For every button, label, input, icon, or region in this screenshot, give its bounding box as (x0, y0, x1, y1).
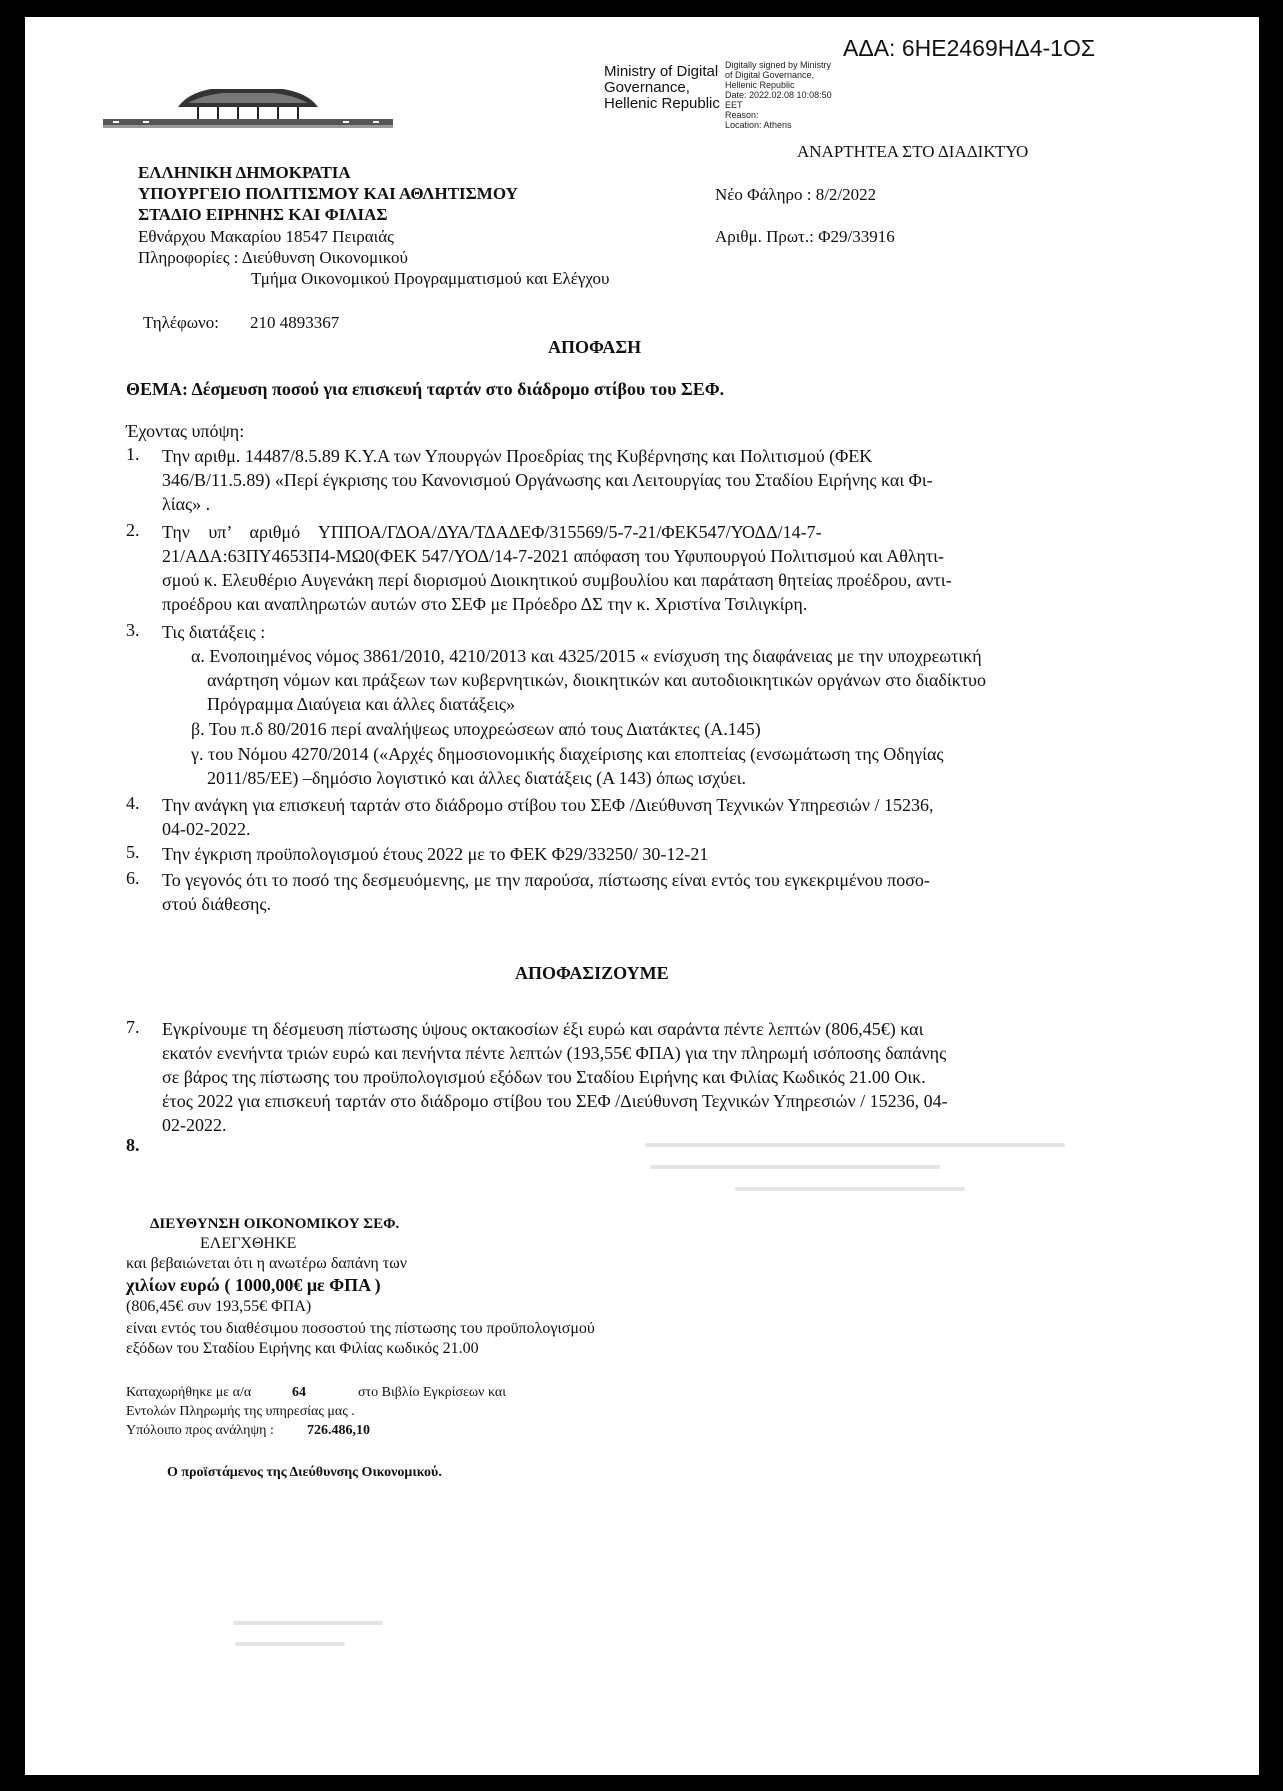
phone-label: Τηλέφωνο: (143, 313, 219, 332)
finance-title: ΔΙΕΥΘΥΝΣΗ ΟΙΚΟΝΟΜΙΚΟΥ ΣΕΦ. (150, 1216, 400, 1232)
item-number: 8. (126, 1135, 140, 1155)
redacted-mark (735, 1187, 965, 1191)
ada-code: ΑΔΑ: 6ΗΕ2469ΗΔ4-1ΟΣ (843, 35, 1096, 61)
header-republic: ΕΛΛΗΝΙΚΗ ΔΗΜΟΚΡΑΤΙΑ (138, 163, 351, 182)
signatory-title: Ο προϊστάμενος της Διεύθυνσης Οικονομικού. (167, 1465, 442, 1480)
finance-line: είναι εντός του διαθέσιμου ποσοστού της πίστωσης του προϋπολογισμού (126, 1320, 595, 1337)
subject: ΘΕΜΑ: Δέσμευση ποσού για επισκευή ταρτάν στο διάδρομο στίβου του ΣΕΦ. (126, 379, 725, 399)
place-date: Νέο Φάληρο : 8/2/2022 (715, 185, 877, 204)
sub-item: α. Ενοποιημένος νόμος 3861/2010, 4210/2013 και 4325/2015 « ενίσχυση της διαφάνειας με την υποχρεωτική ανάρτηση νόμων και πράξεων των κυβερνητικών, διοικητικών και αυτοδιοικητικών οργάνων στο διαδίκτυο Πρόγραμμα Διαύγεια και άλλες διατάξεις» (191, 646, 986, 714)
considering-label: Έχοντας υπόψη: (126, 421, 245, 441)
list-item: Το γεγονός ότι το ποσό της δεσμευόμενης, με την παρούσα, πίστωσης είναι εντός του εγκεκριμένου ποσο- στού διάθεσης. (162, 870, 930, 914)
item-number: 6. (126, 868, 140, 888)
finance-checked: ΕΛΕΓΧΘΗΚΕ (200, 1235, 297, 1252)
redacted-mark (233, 1621, 383, 1625)
item-number: 7. (126, 1017, 140, 1037)
registration-label: Καταχωρήθηκε με α/α (126, 1385, 252, 1400)
item-number: 3. (126, 620, 140, 640)
registration-book: στο Βιβλίο Εγκρίσεων και (358, 1385, 507, 1400)
balance-value: 726.486,10 (307, 1423, 370, 1438)
redacted-mark (650, 1165, 940, 1169)
protocol-number: Αριθμ. Πρωτ.: Φ29/33916 (715, 227, 895, 246)
finance-line: εξόδων του Σταδίου Ειρήνης και Φιλίας κωδικός 21.00 (126, 1340, 479, 1357)
header-stadium: ΣΤΑΔΙΟ ΕΙΡΗΝΗΣ ΚΑΙ ΦΙΛΙΑΣ (138, 205, 388, 224)
decision-text: Εγκρίνουμε τη δέσμευση πίστωσης ύψους οκτακοσίων έξι ευρώ και σαράντα πέντε λεπτών (806,45€) και εκατόν ενενήντα τριών ευρώ και πενήντα πέντε λεπτών (193,55€ ΦΠΑ) για την πληρωμή ισόποσης δαπάνης σε βάρος της πίστωσης του προϋπολογισμού εξόδων του Σταδίου Ειρήνης και Φιλίας Κωδικός 21.00 Οικ. έτος 2022 για επισκευή ταρτάν στο διάδρομο στίβου του ΣΕΦ /Διεύθυνση Τεχνικών Υπηρεσιών / 15236, 04- 02-2022. (162, 1019, 948, 1135)
redacted-mark (645, 1143, 1065, 1147)
list-item: Τις διατάξεις : (162, 622, 266, 642)
balance-label: Υπόλοιπο προς ανάληψη : (126, 1423, 274, 1438)
header-info: Πληροφορίες : Διεύθυνση Οικονομικού (138, 248, 408, 267)
registration-line: Εντολών Πληρωμής της υπηρεσίας μας . (126, 1404, 355, 1419)
registration-number: 64 (292, 1385, 306, 1400)
list-item: Την ανάγκη για επισκευή ταρτάν στο διάδρομο στίβου του ΣΕΦ /Διεύθυνση Τεχνικών Υπηρεσιών / 15236, 04-02-2022. (162, 795, 934, 839)
header-ministry: ΥΠΟΥΡΓΕΙΟ ΠΟΛΙΤΙΣΜΟΥ ΚΑΙ ΑΘΛΗΤΙΣΜΟΥ (138, 184, 518, 203)
signature-org: Ministry of Digital Governance, Hellenic Republic (604, 63, 720, 112)
finance-line: και βεβαιώνεται ότι η ανωτέρω δαπάνη των (126, 1255, 407, 1272)
digital-signature: Digitally signed by Ministry of Digital Governance, Hellenic Republic Date: 2022.02.08 10:08:50 EET Reason: Location: Athens (725, 60, 832, 130)
sub-item: γ. του Νόμου 4270/2014 («Αρχές δημοσιονομικής διαχείρισης και εποπτείας (ενσωμάτωση της Οδηγίας 2011/85/ΕΕ) –δημόσιο λογιστικό και άλλες διατάξεις (Α 143) όπως ισχύει. (191, 744, 944, 788)
redacted-mark (235, 1642, 345, 1646)
item-number: 5. (126, 842, 140, 862)
item-number: 4. (126, 793, 140, 813)
list-item: Την υπ’ αριθμό ΥΠΠΟΑ/ΓΔΟΑ/ΔΥΑ/ΤΔΑΔΕΦ/315569/5-7-21/ΦΕΚ547/ΥΟΔΔ/14-7- 21/ΑΔΑ:63ΠΥ4653Π4-ΜΩ0(ΦΕΚ 547/ΥΟΔ/14-7-2021 απόφαση του Υφυπουργού Πολιτισμού και Αθλητι- σμού κ. Ελευθέριο Αυγενάκη περί διορισμού Διοικητικού συμβουλίου και παράταση θητείας προέδρου, αντι- προέδρου και αναπληρωτών αυτών στο ΣΕΦ με Πρόεδρο ΔΣ την κ. Χριστίνα Τσιλιγκίρη. (162, 522, 952, 614)
stadium-logo-icon (103, 87, 393, 133)
item-number: 2. (126, 520, 140, 540)
header-dept: Τμήμα Οικονομικού Προγραμματισμού και Ελέγχου (251, 269, 610, 288)
document-page (25, 17, 1259, 1775)
doc-title: ΑΠΟΦΑΣΗ (548, 337, 642, 357)
list-item: Την έγκριση προϋπολογισμού έτους 2022 με το ΦΕΚ Φ29/33250/ 30-12-21 (162, 844, 709, 864)
item-number: 1. (126, 444, 140, 464)
finance-amount: χιλίων ευρώ ( 1000,00€ με ΦΠΑ ) (126, 1275, 381, 1295)
list-item: Την αριθμ. 14487/8.5.89 Κ.Υ.Α των Υπουργών Προεδρίας της Κυβέρνησης και Πολιτισμού (ΦΕΚ 346/Β/11.5.89) «Περί έγκρισης του Κανονισμού Οργάνωσης και Λειτουργίας του Σταδίου Ειρήνης και Φι- λίας» . (162, 446, 933, 514)
decision-title: ΑΠΟΦΑΣΙΖΟΥΜΕ (515, 963, 669, 983)
header-address: Εθνάρχου Μακαρίου 18547 Πειραιάς (138, 227, 394, 246)
phone-number: 210 4893367 (250, 313, 340, 332)
publish-notice: ΑΝΑΡΤΗΤΕΑ ΣΤΟ ΔΙΑΔΙΚΤΥΟ (797, 142, 1029, 161)
sub-item: β. Του π.δ 80/2016 περί αναλήψεως υποχρεώσεων από τους Διατάκτες (Α.145) (191, 719, 761, 739)
finance-line: (806,45€ συν 193,55€ ΦΠΑ) (126, 1298, 312, 1315)
